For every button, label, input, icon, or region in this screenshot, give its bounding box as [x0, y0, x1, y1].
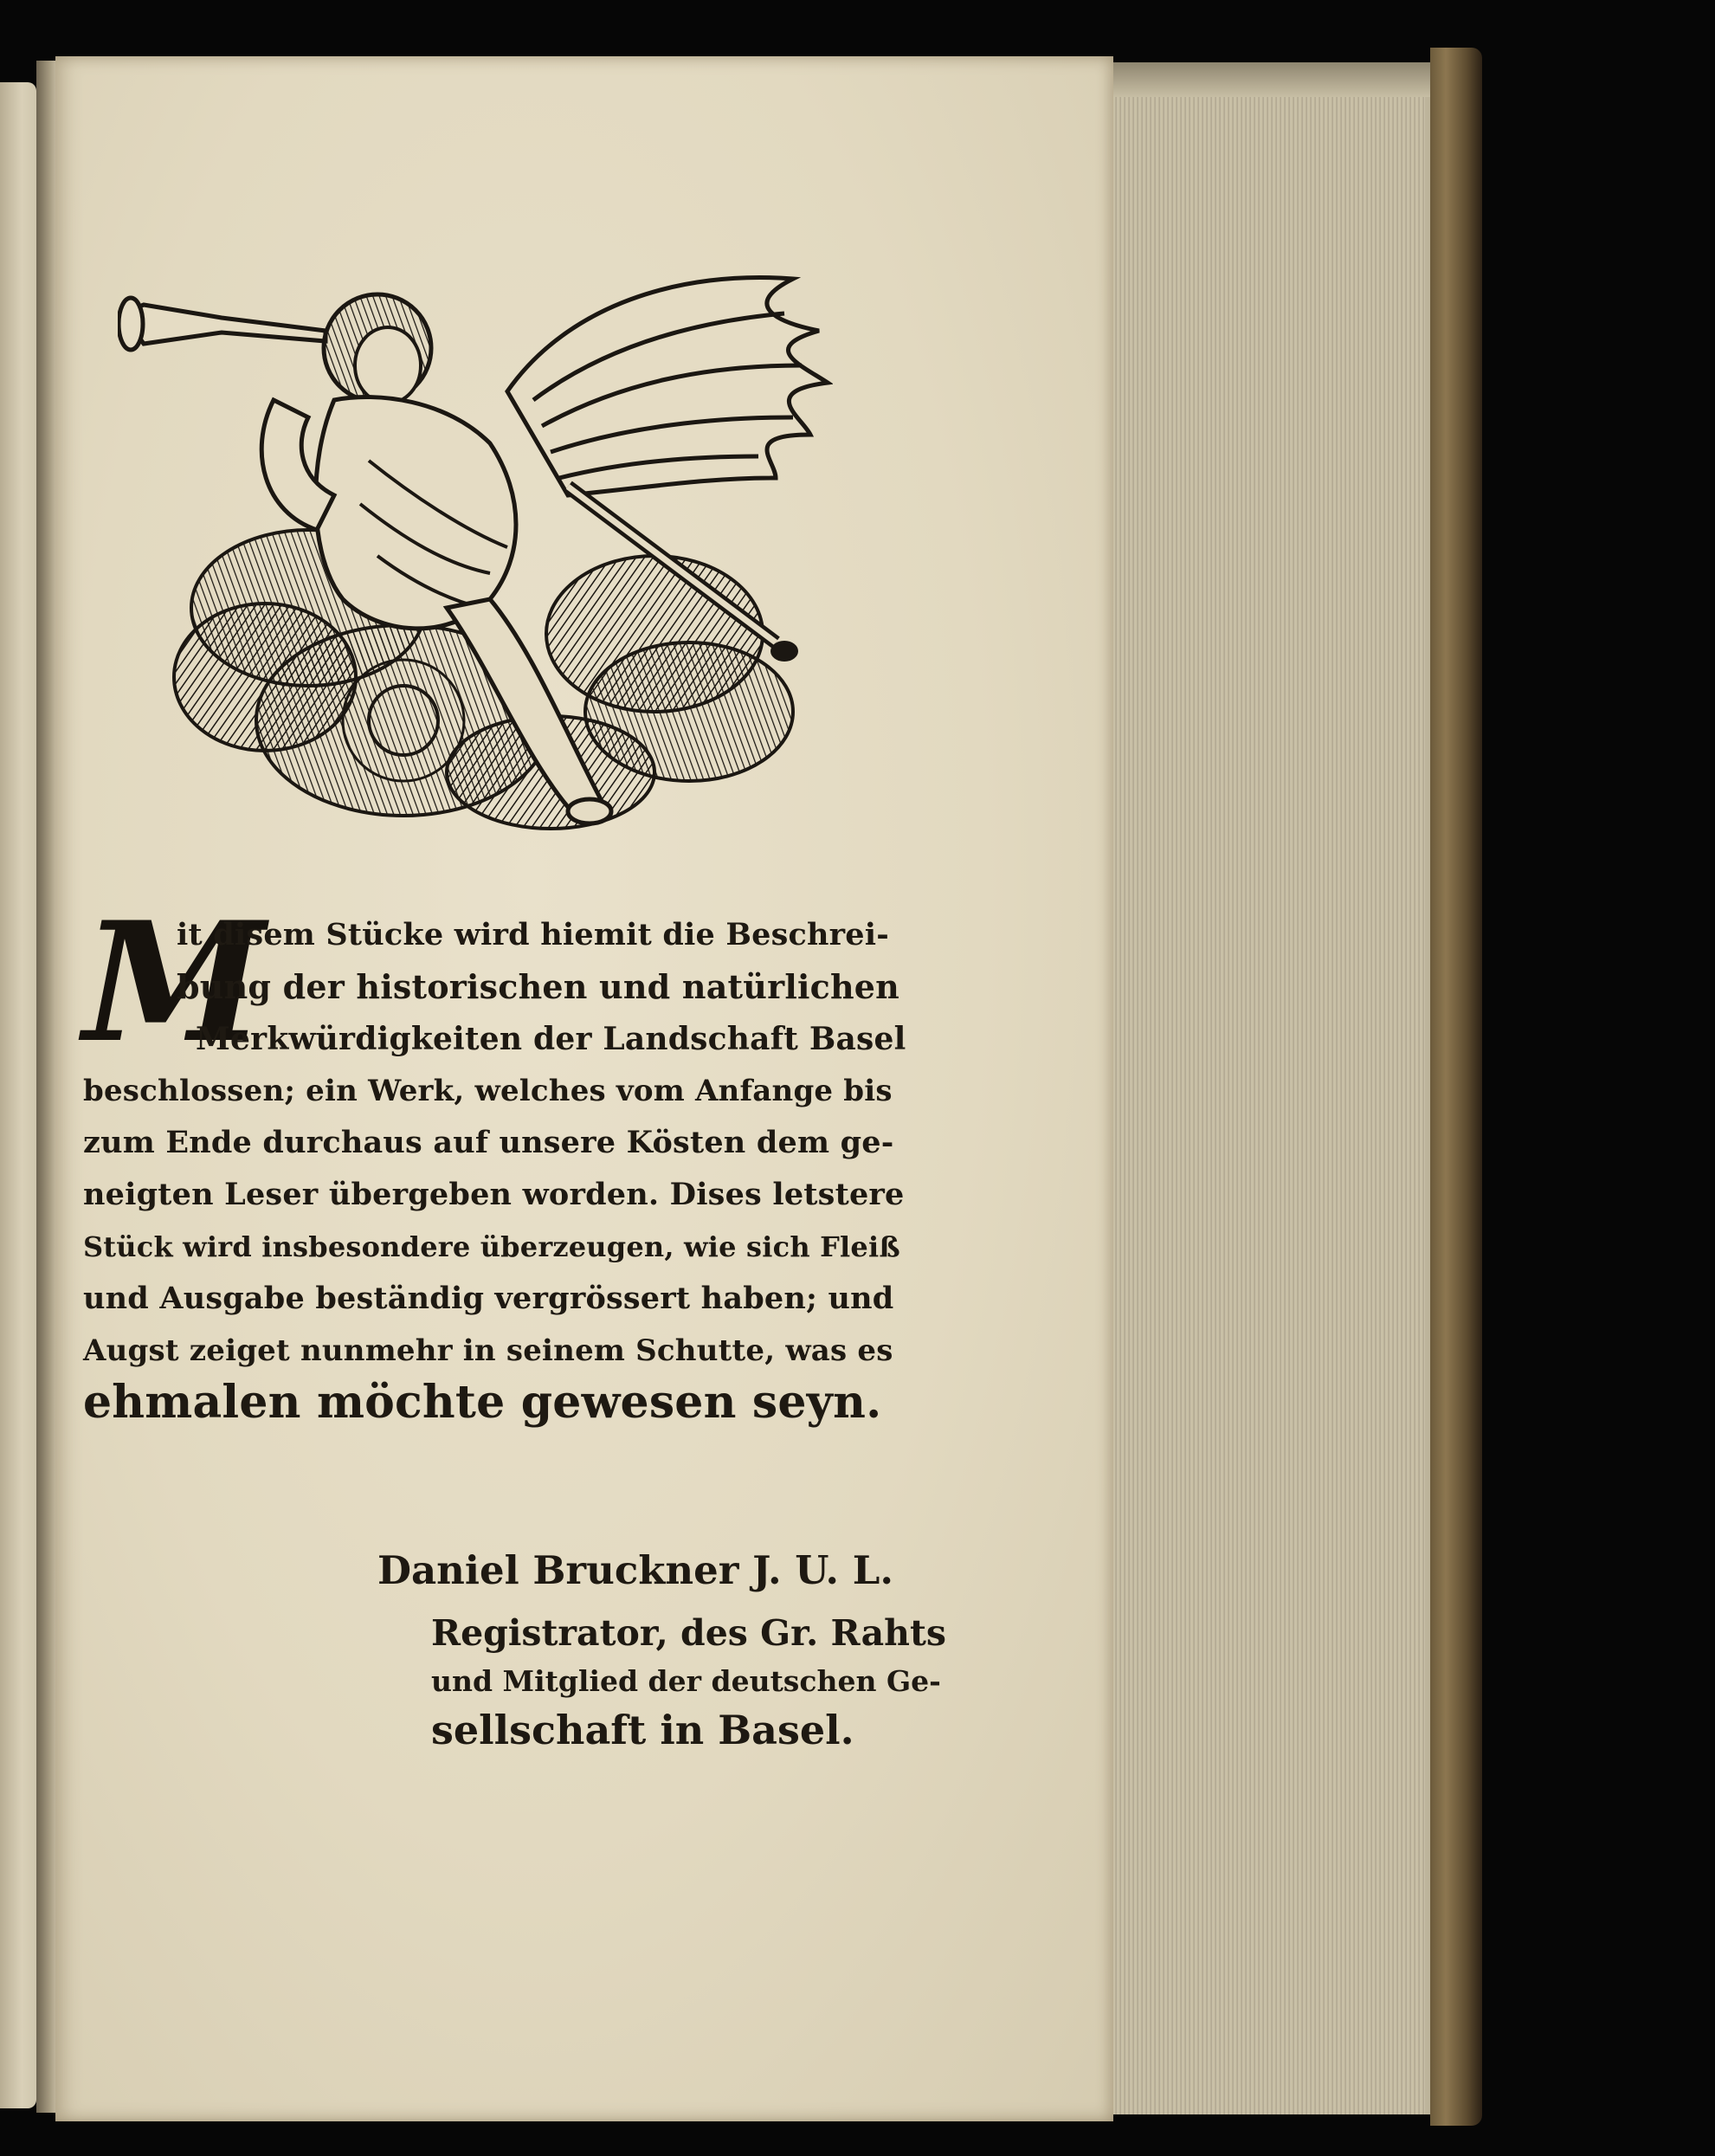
text-line: neigten Leser übergeben worden. Dises letstere — [83, 1177, 905, 1212]
text-line: zum Ende durchaus auf unsere Kösten dem ge- — [83, 1125, 894, 1160]
wing-group — [507, 278, 828, 495]
signature-line: und Mitglied der deutschen Ge- — [431, 1664, 941, 1698]
page-block-top — [1113, 62, 1430, 97]
text-line: bung der historischen und natürlichen — [177, 967, 899, 1006]
book-cover — [1430, 48, 1482, 2126]
text-line: Merkwürdigkeiten der Landschaft Basel — [196, 1021, 906, 1057]
text-line: und Ausgabe beständig vergrössert haben; und — [83, 1281, 894, 1316]
angel-with-trumpet-woodcut-icon — [118, 270, 833, 855]
text-line: Stück wird insbesondere überzeugen, wie sich Fleiß — [83, 1230, 900, 1263]
signature-line: Registrator, des Gr. Rahts — [431, 1612, 946, 1654]
page-block-edge — [1113, 62, 1430, 2114]
signature-line: sellschaft in Basel. — [431, 1707, 854, 1753]
text-line: ehmalen möchte gewesen seyn. — [83, 1376, 882, 1429]
left-page-edge — [0, 82, 36, 2108]
text-line: Augst zeiget nunmehr in seinem Schutte, was es — [83, 1333, 893, 1368]
signature-name: Daniel Bruckner J. U. L. — [377, 1547, 894, 1593]
drop-capital: M — [83, 886, 266, 1079]
text-line: beschlossen; ein Werk, welches vom Anfange bis — [83, 1074, 893, 1108]
text-line: it disem Stücke wird hiemit die Beschrei- — [177, 917, 889, 952]
